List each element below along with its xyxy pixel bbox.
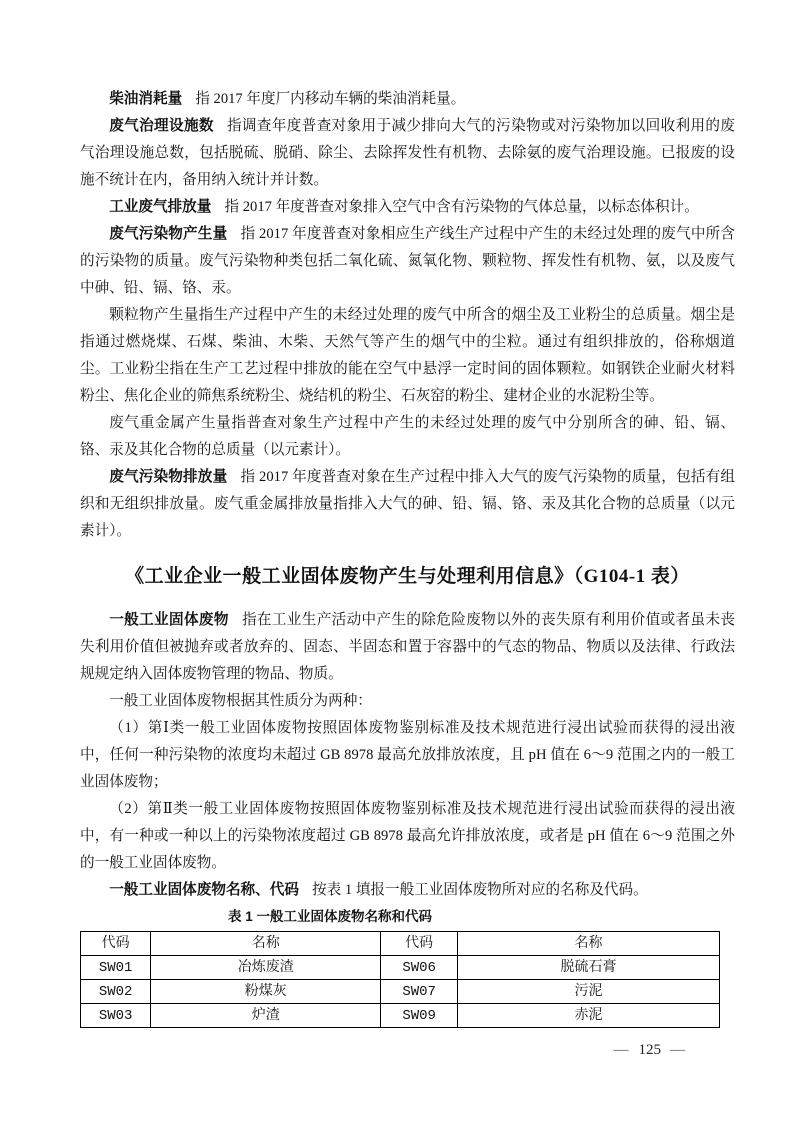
paragraph-heavy-metal-generation xyxy=(80,410,735,464)
table-header-row xyxy=(81,932,720,956)
paragraph-text: 指在工业生产活动中产生的除危险废物以外的丧失原有利用价值或者虽未丧失利用价值但被抛弃或者放弃的、固态、半固态和置于容器中的气态的物品、物质以及法律、行政法规规定纳入固体废物管理的物品、物质。 xyxy=(80,612,735,682)
term-label: 废气污染物产生量 xyxy=(109,226,228,242)
paragraph-text: 指 2017 年度厂内移动车辆的柴油消耗量。 xyxy=(195,91,466,107)
paragraph-general-solid-waste xyxy=(80,607,735,688)
paragraph-text: （1）第Ⅰ类一般工业固体废物按照固体废物鉴别标准及技术规范进行浸出试验而获得的浸出液中，任何一种污染物的浓度均未超过 GB 8978 最高允放排放浓度，且 pH 值在 6～9 范围之内的一般工业固体废物； xyxy=(80,720,735,790)
paragraph-type-one xyxy=(80,715,735,796)
table-row xyxy=(81,1004,720,1028)
footer-dash-left: — xyxy=(613,1042,630,1058)
footer-dash-right: — xyxy=(670,1042,686,1058)
waste-code: SW03 xyxy=(81,1004,151,1028)
term-label: 废气治理设施数 xyxy=(109,118,214,134)
waste-code: SW01 xyxy=(81,956,151,980)
paragraph-text: 指 2017 年度普查对象在生产过程中排入大气的废气污染物的质量，包括有组织和无组织排放量。废气重金属排放量指排入大气的砷、铅、镉、铬、汞及其化合物的总质量（以元素计）。 xyxy=(80,469,735,539)
paragraph-text: （2）第Ⅱ类一般工业固体废物按照固体废物鉴别标准及技术规范进行浸出试验而获得的浸出液中，有一种或一种以上的污染物浓度超过 GB 8978 最高允许排放浓度，或者是 pH 值在 6～9 范围之外的一般工业固体废物。 xyxy=(80,801,735,871)
paragraph-text: 指调查年度普查对象用于减少排向大气的污染物或对污染物加以回收利用的废气治理设施总数，包括脱硫、脱硝、除尘、去除挥发性有机物、去除氨的废气治理设施。已报废的设施不统计在内，备用纳入统计并计数。 xyxy=(80,118,735,188)
paragraph-waste-name-code xyxy=(80,877,735,904)
table-row xyxy=(81,980,720,1004)
term-label: 废气污染物排放量 xyxy=(109,469,228,485)
waste-code: SW02 xyxy=(81,980,151,1004)
paragraph-text: 一般工业固体废物根据其性质分为两种： xyxy=(109,693,372,709)
waste-code: SW06 xyxy=(381,956,458,980)
waste-name: 污泥 xyxy=(457,980,719,1004)
paragraph-text: 按表 1 填报一般工业固体废物所对应的名称及代码。 xyxy=(312,882,648,898)
paragraph-waste-gas-facilities xyxy=(80,113,735,194)
column-header-code: 代码 xyxy=(81,932,151,956)
paragraph-text: 指 2017 年度普查对象排入空气中含有污染物的气体总量，以标态体积计。 xyxy=(224,199,699,215)
paragraph-pollutant-generation xyxy=(80,221,735,302)
waste-name: 脱硫石膏 xyxy=(457,956,719,980)
waste-code: SW07 xyxy=(381,980,458,1004)
table-caption: 表 1 一般工业固体废物名称和代码 xyxy=(227,909,432,924)
paragraph-diesel-consumption xyxy=(80,86,735,113)
paragraph-industrial-gas-emission xyxy=(80,194,735,221)
waste-code-table xyxy=(80,931,720,1028)
paragraph-particulate-generation xyxy=(80,302,735,410)
term-label: 工业废气排放量 xyxy=(109,199,212,215)
waste-code: SW09 xyxy=(381,1004,458,1028)
paragraph-text: 指 2017 年度普查对象相应生产线生产过程中产生的未经过处理的废气中所含的污染物的质量。废气污染物种类包括二氧化硫、氮氧化物、颗粒物、挥发性有机物、氨，以及废气中砷、铅、镉、铬、汞。 xyxy=(80,226,735,296)
paragraph-pollutant-emission xyxy=(80,464,735,545)
table-row xyxy=(81,956,720,980)
waste-name: 赤泥 xyxy=(457,1004,719,1028)
paragraph-text: 废气重金属产生量指普查对象生产过程中产生的未经过处理的废气中分别所含的砷、铅、镉、铬、汞及其化合物的总质量（以元素计）。 xyxy=(80,415,735,458)
column-header-name: 名称 xyxy=(457,932,719,956)
paragraph-two-types-intro xyxy=(80,688,735,715)
page-number-footer xyxy=(605,1040,696,1060)
page-number: 125 xyxy=(638,1042,661,1058)
section-heading-g104-1: 《工业企业一般工业固体废物产生与处理利用信息》（G104-1 表） xyxy=(125,566,690,587)
paragraph-type-two xyxy=(80,796,735,877)
term-label: 一般工业固体废物名称、代码 xyxy=(109,882,299,898)
waste-name: 冶炼废渣 xyxy=(151,956,381,980)
column-header-name: 名称 xyxy=(151,932,381,956)
paragraph-text: 颗粒物产生量指生产过程中产生的未经过处理的废气中所含的烟尘及工业粉尘的总质量。烟尘是指通过燃烧煤、石煤、柴油、木柴、天然气等产生的烟气中的尘粒。通过有组织排放的，俗称烟道尘。工业粉尘指在生产工艺过程中排放的能在空气中悬浮一定时间的固体颗粒。如钢铁企业耐火材料粉尘、焦化企业的筛焦系统粉尘、烧结机的粉尘、石灰窑的粉尘、建材企业的水泥粉尘等。 xyxy=(80,307,735,404)
waste-name: 炉渣 xyxy=(151,1004,381,1028)
column-header-code: 代码 xyxy=(381,932,458,956)
term-label: 柴油消耗量 xyxy=(109,91,183,107)
waste-name: 粉煤灰 xyxy=(151,980,381,1004)
term-label: 一般工业固体废物 xyxy=(109,612,229,628)
